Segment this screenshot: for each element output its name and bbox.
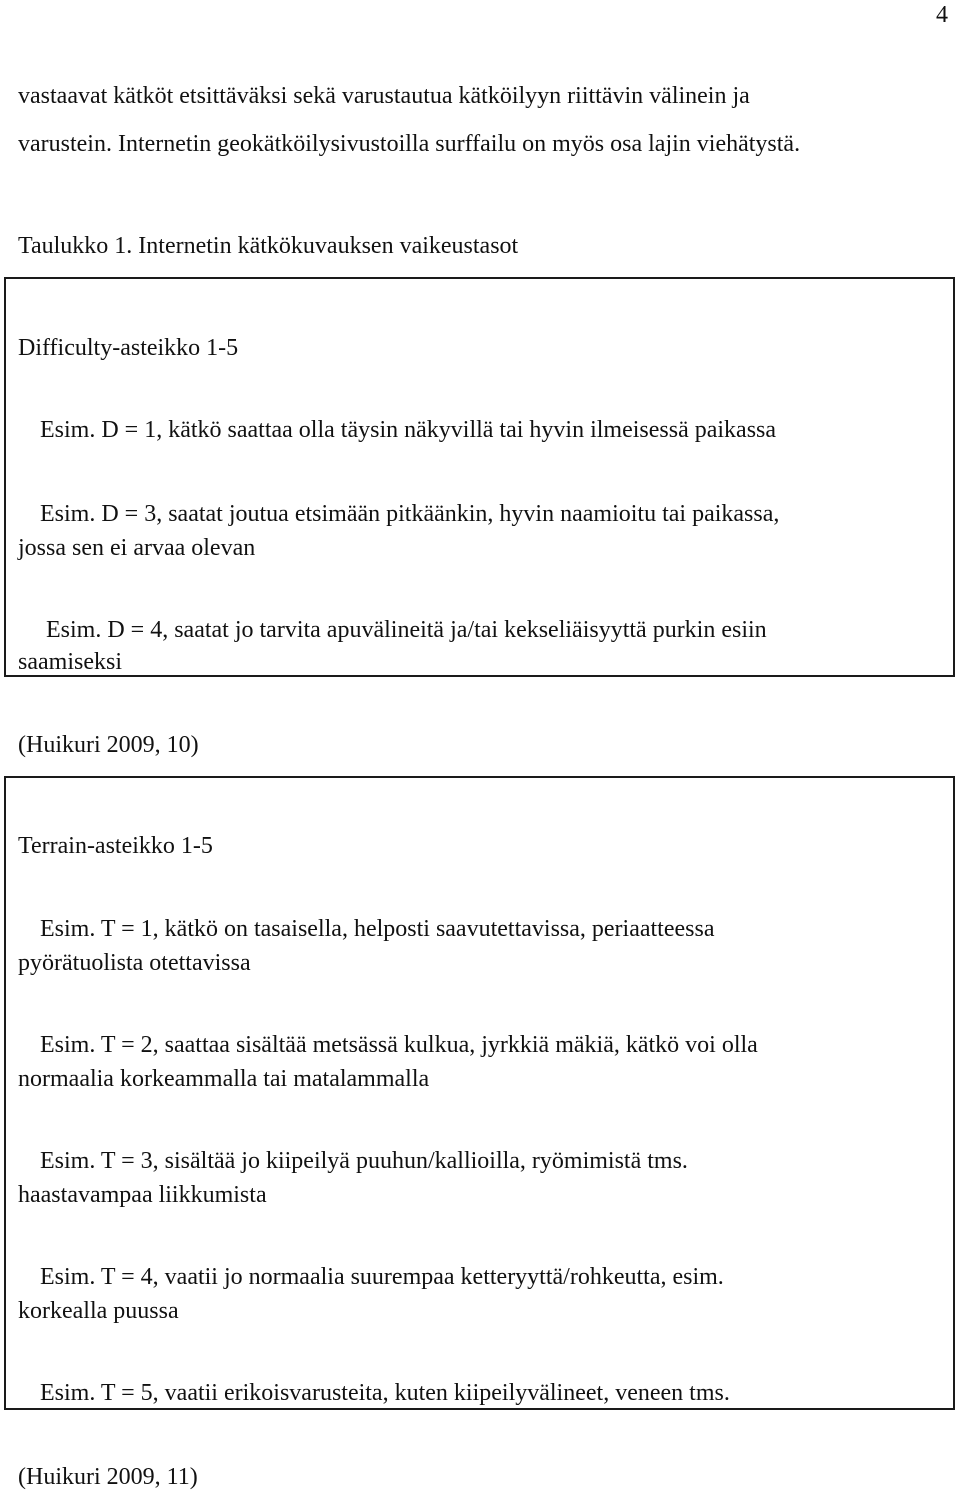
- terrain-source: (Huikuri 2009, 11): [18, 1464, 198, 1490]
- difficulty-example-3-line-2: jossa sen ei arvaa olevan: [18, 535, 256, 561]
- intro-line-2: varustein. Internetin geokätköilysivustoilla surffailu on myös osa lajin viehätystä.: [18, 131, 801, 157]
- table-caption: Taulukko 1. Internetin kätkökuvauksen vaikeustasot: [18, 233, 519, 259]
- terrain-heading: Terrain-asteikko 1-5: [18, 833, 213, 859]
- terrain-box: [4, 776, 955, 1410]
- terrain-example-4-line-2: korkealla puussa: [18, 1298, 179, 1324]
- terrain-example-4-line-1: Esim. T = 4, vaatii jo normaalia suurempaa ketteryyttä/rohkeutta, esim.: [40, 1264, 724, 1290]
- terrain-example-5: Esim. T = 5, vaatii erikoisvarusteita, kuten kiipeilyvälineet, veneen tms.: [40, 1380, 730, 1406]
- terrain-example-2-line-2: normaalia korkeammalla tai matalammalla: [18, 1066, 430, 1092]
- difficulty-example-4-line-1: Esim. D = 4, saatat jo tarvita apuvälineitä ja/tai kekseliäisyyttä purkin esiin: [46, 617, 767, 643]
- difficulty-example-4-line-2: saamiseksi: [18, 649, 122, 675]
- page-number: 4: [936, 2, 948, 28]
- difficulty-example-3-line-1: Esim. D = 3, saatat joutua etsimään pitkäänkin, hyvin naamioitu tai paikassa,: [40, 501, 780, 527]
- terrain-example-1-line-2: pyörätuolista otettavissa: [18, 950, 251, 976]
- difficulty-box: [4, 277, 955, 677]
- difficulty-example-1: Esim. D = 1, kätkö saattaa olla täysin näkyvillä tai hyvin ilmeisessä paikassa: [40, 417, 777, 443]
- intro-line-1: vastaavat kätköt etsittäväksi sekä varustautua kätköilyyn riittävin välinein ja: [18, 83, 750, 109]
- terrain-example-3-line-2: haastavampaa liikkumista: [18, 1182, 267, 1208]
- difficulty-source: (Huikuri 2009, 10): [18, 732, 199, 758]
- difficulty-heading: Difficulty-asteikko 1-5: [18, 335, 239, 361]
- terrain-example-1-line-1: Esim. T = 1, kätkö on tasaisella, helposti saavutettavissa, periaatteessa: [40, 916, 715, 942]
- terrain-example-2-line-1: Esim. T = 2, saattaa sisältää metsässä kulkua, jyrkkiä mäkiä, kätkö voi olla: [40, 1032, 758, 1058]
- terrain-example-3-line-1: Esim. T = 3, sisältää jo kiipeilyä puuhun/kallioilla, ryömimistä tms.: [40, 1148, 688, 1174]
